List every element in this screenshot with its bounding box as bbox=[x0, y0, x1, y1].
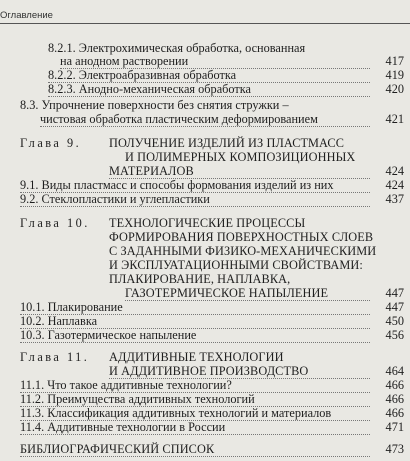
section-9-1: 9.1. Виды пластмасс и способы формования изделий из них bbox=[20, 178, 370, 193]
section-10-1-page: 447 bbox=[385, 300, 404, 314]
bibliography-page: 473 bbox=[385, 442, 404, 456]
toc-entry-8-2-2: 8.2.2. Электроабразивная обработка bbox=[48, 68, 370, 83]
chapter-9-title-line3: МАТЕРИАЛОВ bbox=[109, 164, 370, 179]
section-10-2-page: 450 bbox=[385, 314, 404, 328]
section-11-4-page: 471 bbox=[385, 420, 404, 434]
chapter-10-page: 447 bbox=[385, 286, 404, 300]
section-11-3: 11.3. Классификация аддитивных технологий и материалов bbox=[20, 406, 370, 421]
toc-entry-8-2-3: 8.2.3. Анодно-механическая обработка bbox=[48, 82, 370, 97]
section-9-2: 9.2. Стеклопластики и углепластики bbox=[20, 192, 370, 207]
chapter-11-title-line2: И АДДИТИВНОЕ ПРОИЗВОДСТВО bbox=[109, 364, 370, 379]
chapter-11-title-line1: АДДИТИВНЫЕ ТЕХНОЛОГИИ bbox=[109, 350, 284, 364]
chapter-10-title-line1: ТЕХНОЛОГИЧЕСКИЕ ПРОЦЕССЫ bbox=[109, 216, 306, 230]
section-11-1-page: 466 bbox=[385, 378, 404, 392]
chapter-11-page: 464 bbox=[385, 364, 404, 378]
section-10-3: 10.3. Газотермическое напыление bbox=[20, 328, 370, 343]
toc-entry-8-2-1-line2: на анодном растворении bbox=[60, 54, 370, 69]
section-10-1: 10.1. Плакирование bbox=[20, 300, 370, 315]
section-10-3-page: 456 bbox=[385, 328, 404, 342]
chapter-10-title-line4: И ЭКСПЛУАТАЦИОННЫМИ СВОЙСТВАМИ: bbox=[109, 258, 363, 272]
running-header: Оглавление bbox=[0, 10, 53, 21]
chapter-10-title-line5: ПЛАКИРОВАНИЕ, НАПЛАВКА, bbox=[109, 272, 291, 286]
chapter-10-title-line3: С ЗАДАННЫМИ ФИЗИКО-МЕХАНИЧЕСКИМИ bbox=[109, 244, 377, 258]
section-11-1: 11.1. Что такое аддитивные технологии? bbox=[20, 378, 370, 393]
section-10-2: 10.2. Наплавка bbox=[20, 314, 370, 329]
chapter-9-label: Глава 9. bbox=[20, 136, 82, 150]
toc-entry-8-3-page: 421 bbox=[385, 112, 404, 126]
section-9-2-page: 437 bbox=[385, 192, 404, 206]
toc-entry-8-2-2-page: 419 bbox=[385, 68, 404, 82]
toc-entry-8-3-line2: чистовая обработка пластическим деформированием bbox=[40, 112, 370, 127]
bibliography-entry: БИБЛИОГРАФИЧЕСКИЙ СПИСОК bbox=[20, 442, 370, 457]
chapter-9-page: 424 bbox=[385, 164, 404, 178]
header-rule bbox=[0, 23, 410, 24]
toc-entry-8-2-1-page: 417 bbox=[385, 54, 404, 68]
section-11-4: 11.4. Аддитивные технологии в России bbox=[20, 420, 370, 435]
chapter-9-title-line2: И ПОЛИМЕРНЫХ КОМПОЗИЦИОННЫХ bbox=[125, 150, 356, 164]
toc-entry-8-2-1-line1: 8.2.1. Электрохимическая обработка, основанная bbox=[48, 41, 306, 55]
toc-entry-8-2-3-page: 420 bbox=[385, 82, 404, 96]
toc-entry-8-3-line1: 8.3. Упрочнение поверхности без снятия стружки – bbox=[20, 98, 289, 112]
chapter-10-label: Глава 10. bbox=[20, 216, 90, 230]
chapter-9-title-line1: ПОЛУЧЕНИЕ ИЗДЕЛИЙ ИЗ ПЛАСТМАСС bbox=[109, 136, 345, 150]
section-11-2-page: 466 bbox=[385, 392, 404, 406]
section-9-1-page: 424 bbox=[385, 178, 404, 192]
section-11-3-page: 466 bbox=[385, 406, 404, 420]
chapter-10-title-line2: ФОРМИРОВАНИЯ ПОВЕРХНОСТНЫХ СЛОЕВ bbox=[109, 230, 374, 244]
section-11-2: 11.2. Преимущества аддитивных технологий bbox=[20, 392, 370, 407]
chapter-10-title-line6: ГАЗОТЕРМИЧЕСКОЕ НАПЫЛЕНИЕ bbox=[125, 286, 370, 301]
chapter-11-label: Глава 11. bbox=[20, 350, 90, 364]
